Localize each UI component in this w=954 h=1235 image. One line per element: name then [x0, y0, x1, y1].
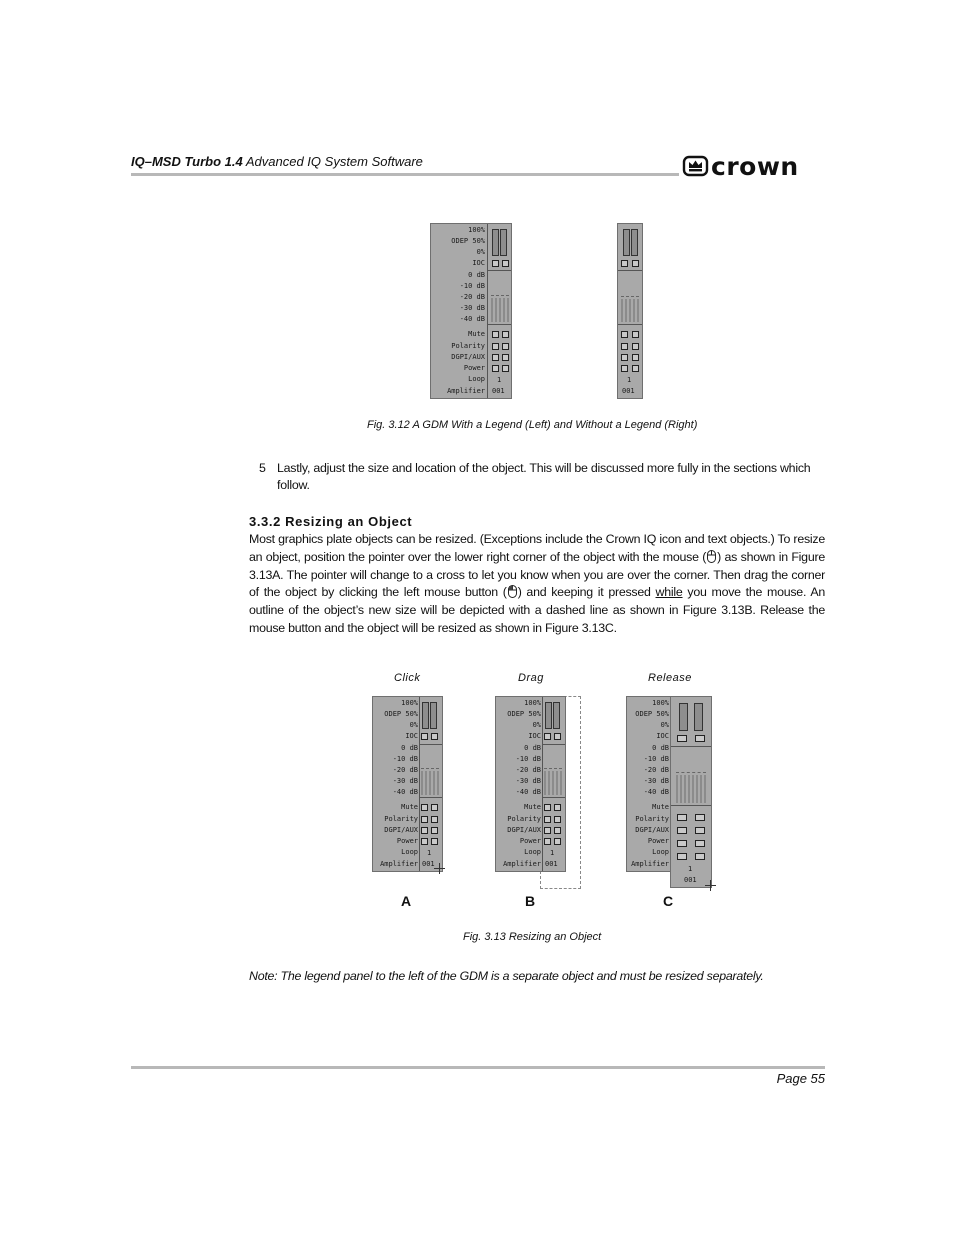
cross-cursor-icon — [434, 863, 445, 874]
gdm-without-legend[interactable]: 1 001 — [617, 223, 643, 399]
figure-letter-c: C — [663, 893, 674, 909]
legend-0db: 0 dB — [468, 271, 485, 279]
amplifier-value: 001 — [492, 387, 505, 395]
legend-40db: -40 dB — [459, 315, 485, 323]
figure-3-13-caption: Fig. 3.13 Resizing an Object — [463, 931, 602, 943]
legend-0: 0% — [476, 248, 485, 256]
legend-100: 100% — [468, 226, 485, 234]
legend-amplifier: Amplifier — [447, 387, 485, 395]
mouse-icon — [508, 585, 517, 598]
legend-10db: -10 dB — [459, 282, 485, 290]
odep-meter-2 — [500, 229, 507, 256]
step-5 — [259, 460, 825, 495]
legend-polarity: Polarity — [451, 342, 485, 350]
figure-3-12-caption: Fig. 3.12 A GDM With a Legend (Left) and Without a Legend (Right) — [367, 419, 698, 431]
running-header — [131, 154, 423, 169]
header-subtitle: Advanced IQ System Software — [245, 154, 423, 169]
legend-dgpi: DGPI/AUX — [451, 353, 485, 361]
legend-ioc: IOC — [472, 259, 485, 267]
cross-cursor-icon — [705, 880, 716, 891]
gdm-with-legend[interactable] — [430, 223, 512, 399]
mouse-icon — [707, 550, 716, 563]
legend-odep: ODEP 50% — [451, 237, 485, 245]
level-bars — [491, 298, 509, 322]
header-rule — [131, 173, 679, 176]
legend-loop: Loop — [468, 375, 485, 383]
odep-meter-1 — [492, 229, 499, 256]
gdm-drag[interactable]: 100% ODEP 50% 0% IOC 0 dB -10 dB -20 dB -30 dB -40 dB Mute Polarity DGPI/AUX Power Loop Amplifier 1 001 — [495, 696, 566, 872]
footer-rule — [131, 1066, 825, 1069]
svg-text:crown: crown — [711, 152, 799, 180]
figure-letter-b: B — [525, 893, 536, 909]
legend-30db: -30 dB — [459, 304, 485, 312]
legend-power: Power — [463, 364, 485, 372]
gdm-click[interactable]: 100% ODEP 50% 0% IOC 0 dB -10 dB -20 dB -30 dB -40 dB Mute Polarity DGPI/AUX Power Loop Amplifier 1 001 — [372, 696, 443, 872]
figure-letter-a: A — [401, 893, 412, 909]
legend-release[interactable]: 100% ODEP 50% 0% IOC 0 dB -10 dB -20 dB -30 dB -40 dB Mute Polarity DGPI/AUX Power Loop Amplifier — [626, 696, 672, 872]
crown-logo-icon — [682, 152, 826, 180]
note: Note: The legend panel to the left of the GDM is a separate object and must be resized separately. — [249, 969, 764, 983]
section-heading: 3.3.2 Resizing an Object — [249, 514, 413, 529]
step-label-release: Release — [648, 672, 692, 684]
gdm-release[interactable]: 1 001 — [670, 696, 712, 888]
step-label-drag: Drag — [518, 672, 544, 684]
header-product: IQ–MSD Turbo 1.4 — [131, 154, 243, 169]
loop-value: 1 — [497, 376, 502, 384]
legend-mute: Mute — [468, 330, 485, 338]
page-number: Page 55 — [776, 1071, 825, 1086]
underlined-word: while — [655, 585, 683, 600]
step-number: 5 — [259, 461, 266, 475]
step-label-click: Click — [394, 672, 421, 684]
legend-20db: -20 dB — [459, 293, 485, 301]
section-paragraph: Most graphics plate objects can be resized. (Exceptions include the Crown IQ icon and text objects.) To resize an object, position the pointer over the lower right corner of the object with the mouse ( ) as shown in Figure 3.13A. The pointer will change to a cross to let you know when you are over the corner. Then drag the corner of the object by clicking the left mouse button ( ) and keeping it pressed while you move the mouse. An outline of the object’s new size will be depicted with a dashed line as shown in Figure 3.13B. Release the mouse button and the object will be resized as shown in Figure 3.13C. — [249, 532, 825, 635]
step-text: Lastly, adjust the size and location of the object. This will be discussed more fully in the sections which follow. — [277, 461, 811, 493]
